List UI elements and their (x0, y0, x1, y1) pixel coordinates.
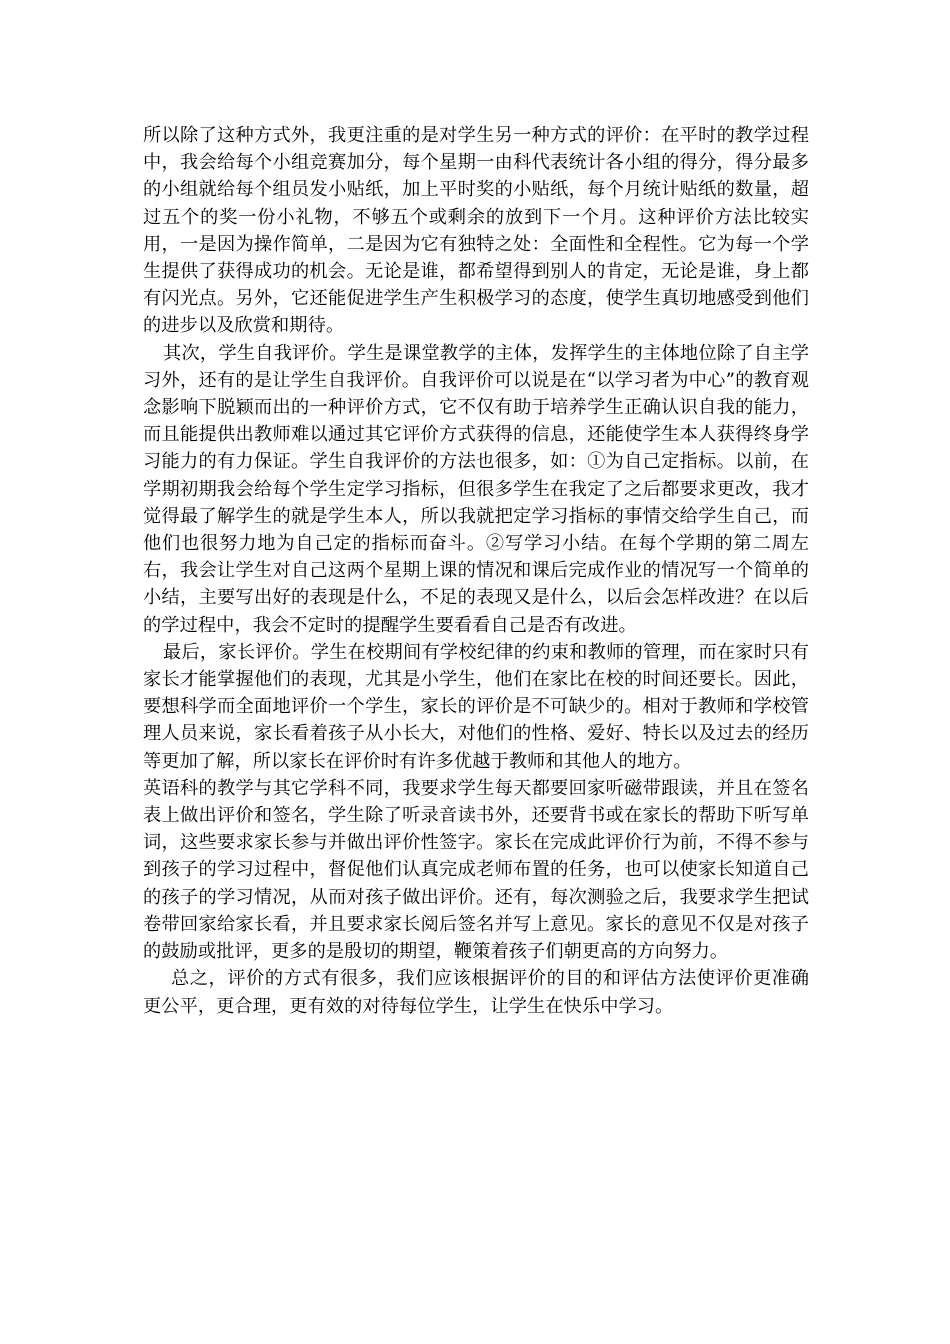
paragraph-self-evaluation: 其次，学生自我评价。学生是课堂教学的主体，发挥学生的主体地位除了自主学习外，还有的是让学生自我评价。自我评价可以说是在“以学习者为中心”的教育观念影响下脱颖而出的一种评价方式，它不仅有助于培养学生正确认识自我的能力，而且能提供出教师难以通过其它评价方式获得的信息，还能使学生本人获得终身学习能力的有力保证。学生自我评价的方法也很多，如：①为自己定指标。以前，在学期初期我会给每个学生定学习指标，但很多学生在我定了之后都要求更改，我才觉得最了解学生的就是学生本人，所以我就把定学习指标的事情交给学生自己，而他们也很努力地为自己定的指标而奋斗。②写学习小结。在每个学期的第二周左右，我会让学生对自己这两个星期上课的情况和课后完成作业的情况写一个简单的小结，主要写出好的表现是什么，不足的表现又是什么，以后会怎样改进？在以后的学过程中，我会不定时的提醒学生要看看自己是否有改进。 (143, 342, 809, 636)
paragraph-parent-evaluation: 最后，家长评价。学生在校期间有学校纪律的约束和教师的管理，而在家时只有家长才能掌握他们的表现，尤其是小学生，他们在家比在校的时间还要长。因此，要想科学而全面地评价一个学生，家长的评价是不可缺少的。相对于教师和学校管理人员来说，家长看着孩子从小长大，对他们的性格、爱好、特长以及过去的经历等更加了解，所以家长在评价时有许多优越于教师和其他人的地方。 (143, 641, 809, 772)
paragraph-english-subject: 英语科的教学与其它学科不同，我要求学生每天都要回家听磁带跟读，并且在签名表上做出评价和签名，学生除了听录音读书外，还要背书或在家长的帮助下听写单词，这些要求家长参与并做出评价性签字。家长在完成此评价行为前，不得不参与到孩子的学习过程中，督促他们认真完成老师布置的任务，也可以使家长知道自己的孩子的学习情况，从而对孩子做出评价。还有，每次测验之后，我要求学生把试卷带回家给家长看，并且要求家长阅后签名并写上意见。家长的意见不仅是对孩子的鼓励或批评，更多的是殷切的期望，鞭策着孩子们朝更高的方向努力。 (143, 777, 809, 963)
document-body (143, 122, 809, 1020)
paragraph-conclusion: 总之，评价的方式有很多，我们应该根据评价的目的和评估方法使评价更准确更公平，更合理，更有效的对待每位学生，让学生在快乐中学习。 (143, 968, 809, 1017)
paragraph-group-evaluation: 所以除了这种方式外，我更注重的是对学生另一种方式的评价：在平时的教学过程中，我会给每个小组竞赛加分，每个星期一由科代表统计各小组的得分，得分最多的小组就给每个组员发小贴纸，加上平时奖的小贴纸，每个月统计贴纸的数量，超过五个的奖一份小礼物，不够五个或剩余的放到下一个月。这种评价方法比较实用，一是因为操作简单，二是因为它有独特之处：全面性和全程性。它为每一个学生提供了获得成功的机会。无论是谁，都希望得到别人的肯定，无论是谁，身上都有闪光点。另外，它还能促进学生产生积极学习的态度，使学生真切地感受到他们的进步以及欣赏和期待。 (143, 125, 809, 337)
